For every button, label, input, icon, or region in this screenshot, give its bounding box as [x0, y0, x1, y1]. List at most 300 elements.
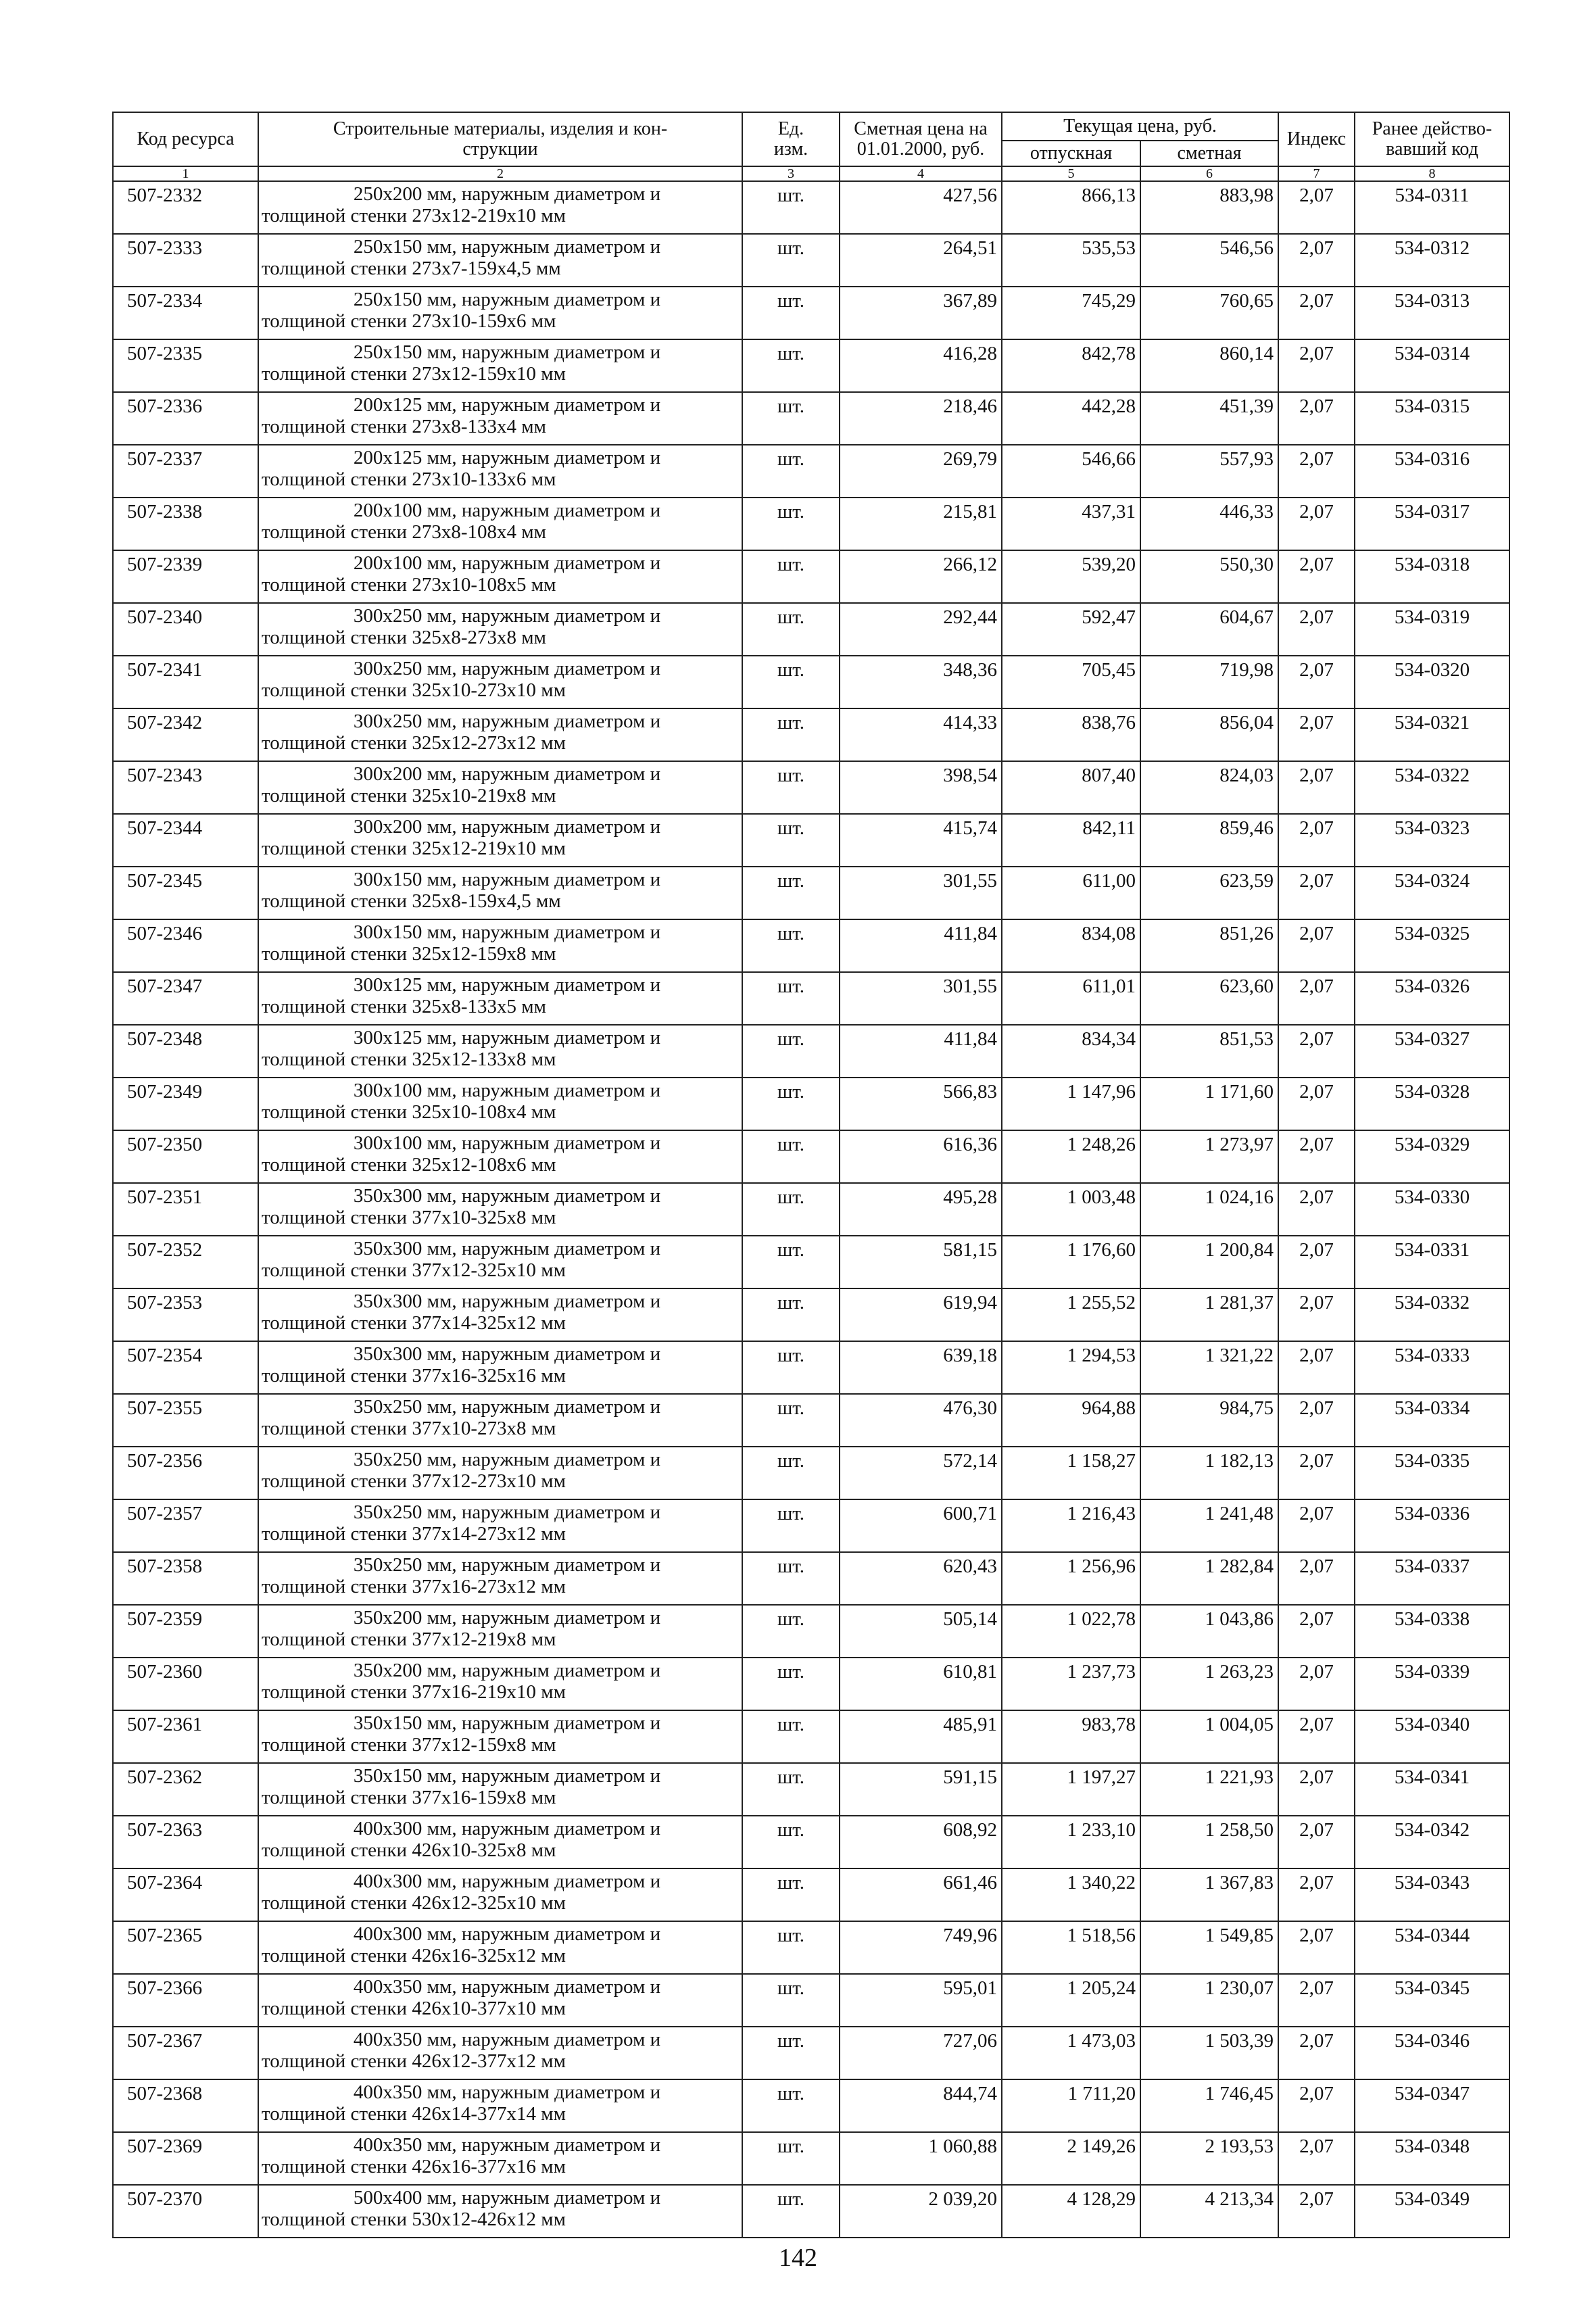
material-size: 300х125 мм, наружным диаметром и — [353, 1027, 661, 1048]
base-price: 581,15 — [840, 1236, 1002, 1288]
base-price: 414,33 — [840, 708, 1002, 761]
release-price: 611,01 — [1002, 972, 1140, 1025]
resource-code: 507-2332 — [113, 181, 258, 234]
resource-code: 507-2359 — [113, 1605, 258, 1658]
estimate-price: 1 221,93 — [1140, 1763, 1278, 1816]
material-size: 300х200 мм, наружным диаметром и — [353, 816, 661, 838]
resource-code: 507-2368 — [113, 2079, 258, 2132]
wall-thickness-label: толщиной стенки — [262, 258, 412, 279]
previous-code: 534-0320 — [1355, 656, 1509, 708]
material-size: 400х350 мм, наружным диаметром и — [353, 2081, 661, 2103]
resource-code: 507-2345 — [113, 867, 258, 919]
release-price: 1 158,27 — [1002, 1447, 1140, 1499]
column-number: 8 — [1355, 166, 1509, 181]
base-price: 301,55 — [840, 972, 1002, 1025]
material-spec: 377х12-159х8 мм — [412, 1734, 556, 1756]
table-row — [113, 1183, 1509, 1236]
previous-code: 534-0322 — [1355, 761, 1509, 814]
material-spec: 273х12-159х10 мм — [412, 363, 566, 385]
previous-code: 534-0323 — [1355, 814, 1509, 867]
release-price: 1 216,43 — [1002, 1499, 1140, 1552]
resource-code: 507-2361 — [113, 1710, 258, 1763]
price-index: 2,07 — [1278, 2079, 1355, 2132]
release-price: 705,45 — [1002, 656, 1140, 708]
price-index: 2,07 — [1278, 1974, 1355, 2027]
wall-thickness-label: толщиной стенки — [262, 1470, 412, 1492]
material-description — [258, 1816, 742, 1868]
material-description — [258, 1921, 742, 1974]
unit: шт. — [742, 1763, 840, 1816]
wall-thickness-label: толщиной стенки — [262, 1154, 412, 1176]
previous-code: 534-0318 — [1355, 550, 1509, 603]
material-description — [258, 2079, 742, 2132]
material-spec-line — [262, 1048, 739, 1070]
material-spec-line — [262, 205, 739, 226]
release-price: 866,13 — [1002, 181, 1140, 234]
material-spec-line — [262, 996, 739, 1017]
previous-code: 534-0314 — [1355, 339, 1509, 392]
material-description — [258, 656, 742, 708]
release-price: 983,78 — [1002, 1710, 1140, 1763]
material-spec-line — [262, 1470, 739, 1492]
table-row — [113, 656, 1509, 708]
estimate-price: 984,75 — [1140, 1394, 1278, 1447]
material-size: 350х300 мм, наружным диаметром и — [353, 1343, 661, 1365]
material-size: 300х250 мм, наружным диаметром и — [353, 710, 661, 732]
unit: шт. — [742, 1710, 840, 1763]
price-index: 2,07 — [1278, 656, 1355, 708]
unit: шт. — [742, 550, 840, 603]
estimate-price: 1 503,39 — [1140, 2027, 1278, 2079]
material-spec-line — [262, 679, 739, 701]
resource-code: 507-2346 — [113, 919, 258, 972]
material-spec-line — [262, 416, 739, 437]
material-description — [258, 1288, 742, 1341]
material-spec-line — [262, 627, 739, 648]
material-spec-line — [262, 1629, 739, 1650]
wall-thickness-label: толщиной стенки — [262, 1048, 412, 1070]
estimate-price: 719,98 — [1140, 656, 1278, 708]
material-spec: 273х10-133х6 мм — [412, 468, 556, 490]
release-price: 1 518,56 — [1002, 1921, 1140, 1974]
material-spec-line — [262, 785, 739, 806]
previous-code: 534-0326 — [1355, 972, 1509, 1025]
previous-code: 534-0315 — [1355, 392, 1509, 445]
wall-thickness-label: толщиной стенки — [262, 2209, 412, 2230]
material-description — [258, 1341, 742, 1394]
column-number: 5 — [1002, 166, 1140, 181]
material-description — [258, 2027, 742, 2079]
material-spec: 530х12-426х12 мм — [412, 2209, 566, 2230]
release-price: 1 340,22 — [1002, 1868, 1140, 1921]
column-number: 4 — [840, 166, 1002, 181]
wall-thickness-label: толщиной стенки — [262, 521, 412, 543]
base-price: 610,81 — [840, 1658, 1002, 1710]
table-row — [113, 972, 1509, 1025]
release-price: 4 128,29 — [1002, 2185, 1140, 2238]
material-spec-line — [262, 310, 739, 332]
wall-thickness-label: толщиной стенки — [262, 1681, 412, 1703]
previous-code: 534-0332 — [1355, 1288, 1509, 1341]
unit: шт. — [742, 761, 840, 814]
resource-code: 507-2347 — [113, 972, 258, 1025]
material-spec-line — [262, 1365, 739, 1386]
resource-code: 507-2358 — [113, 1552, 258, 1605]
unit: шт. — [742, 1921, 840, 1974]
unit: шт. — [742, 919, 840, 972]
base-price: 1 060,88 — [840, 2132, 1002, 2185]
material-spec-line — [262, 2103, 739, 2125]
material-size: 350х250 мм, наружным диаметром и — [353, 1449, 661, 1470]
material-spec: 325х12-133х8 мм — [412, 1048, 556, 1070]
base-price: 608,92 — [840, 1816, 1002, 1868]
material-spec-line — [262, 732, 739, 754]
estimate-price: 851,53 — [1140, 1025, 1278, 1078]
material-size: 350х250 мм, наружным диаметром и — [353, 1396, 661, 1418]
base-price: 566,83 — [840, 1078, 1002, 1130]
unit: шт. — [742, 603, 840, 656]
unit: шт. — [742, 1447, 840, 1499]
estimate-price: 1 258,50 — [1140, 1816, 1278, 1868]
unit: шт. — [742, 1183, 840, 1236]
material-size: 200х100 мм, наружным диаметром и — [353, 552, 661, 574]
unit: шт. — [742, 234, 840, 287]
material-spec: 377х12-219х8 мм — [412, 1629, 556, 1650]
table-row — [113, 1499, 1509, 1552]
material-size: 400х300 мм, наружным диаметром и — [353, 1818, 661, 1839]
estimate-price: 851,26 — [1140, 919, 1278, 972]
material-spec-line — [262, 363, 739, 385]
material-spec-line — [262, 1101, 739, 1123]
page-number: 142 — [779, 2244, 817, 2272]
previous-code: 534-0316 — [1355, 445, 1509, 498]
table-row — [113, 1025, 1509, 1078]
estimate-price: 1 282,84 — [1140, 1552, 1278, 1605]
base-price: 600,71 — [840, 1499, 1002, 1552]
base-price: 292,44 — [840, 603, 1002, 656]
material-description — [258, 919, 742, 972]
base-price: 595,01 — [840, 1974, 1002, 2027]
price-index: 2,07 — [1278, 603, 1355, 656]
wall-thickness-label: толщиной стенки — [262, 1998, 412, 2019]
material-spec: 426х14-377х14 мм — [412, 2103, 566, 2125]
release-price: 592,47 — [1002, 603, 1140, 656]
estimate-price: 1 367,83 — [1140, 1868, 1278, 1921]
material-description — [258, 1183, 742, 1236]
price-index: 2,07 — [1278, 181, 1355, 234]
unit: шт. — [742, 181, 840, 234]
material-description — [258, 867, 742, 919]
price-index: 2,07 — [1278, 2027, 1355, 2079]
wall-thickness-label: толщиной стенки — [262, 890, 412, 912]
header-resource-code: Код ресурса — [113, 112, 258, 166]
unit: шт. — [742, 1078, 840, 1130]
resource-code: 507-2356 — [113, 1447, 258, 1499]
unit: шт. — [742, 1499, 840, 1552]
estimate-price: 1 746,45 — [1140, 2079, 1278, 2132]
release-price: 611,00 — [1002, 867, 1140, 919]
material-size: 200х100 мм, наружным диаметром и — [353, 500, 661, 521]
header-materials-line1: Строительные материалы, изделия и кон- — [333, 118, 668, 139]
material-description — [258, 1710, 742, 1763]
wall-thickness-label: толщиной стенки — [262, 416, 412, 437]
material-spec-line — [262, 1207, 739, 1228]
base-price: 591,15 — [840, 1763, 1002, 1816]
material-size: 300х200 мм, наружным диаметром и — [353, 763, 661, 785]
unit: шт. — [742, 1816, 840, 1868]
base-price: 411,84 — [840, 1025, 1002, 1078]
previous-code: 534-0345 — [1355, 1974, 1509, 2027]
material-size: 200х125 мм, наружным диаметром и — [353, 394, 661, 416]
resource-code: 507-2341 — [113, 656, 258, 708]
material-spec: 426х16-325х12 мм — [412, 1945, 566, 1967]
material-spec-line — [262, 1312, 739, 1334]
release-price: 437,31 — [1002, 498, 1140, 550]
estimate-price: 1 043,86 — [1140, 1605, 1278, 1658]
unit: шт. — [742, 1552, 840, 1605]
release-price: 539,20 — [1002, 550, 1140, 603]
unit: шт. — [742, 2185, 840, 2238]
estimate-price: 824,03 — [1140, 761, 1278, 814]
header-previous-code — [1355, 112, 1509, 166]
previous-code: 534-0342 — [1355, 1816, 1509, 1868]
wall-thickness-label: толщиной стенки — [262, 1101, 412, 1123]
table-row — [113, 1710, 1509, 1763]
resource-code: 507-2354 — [113, 1341, 258, 1394]
material-spec: 325х12-219х10 мм — [412, 838, 566, 859]
price-index: 2,07 — [1278, 498, 1355, 550]
release-price: 1 473,03 — [1002, 2027, 1140, 2079]
material-size: 400х350 мм, наружным диаметром и — [353, 2029, 661, 2050]
material-spec: 325х10-273х10 мм — [412, 679, 566, 701]
material-spec: 377х12-273х10 мм — [412, 1470, 566, 1492]
header-estimate-price: сметная — [1140, 141, 1278, 166]
release-price: 1 197,27 — [1002, 1763, 1140, 1816]
material-description — [258, 2185, 742, 2238]
base-price: 218,46 — [840, 392, 1002, 445]
price-index: 2,07 — [1278, 445, 1355, 498]
header-current-price: Текущая цена, руб. — [1002, 112, 1278, 141]
table-row — [113, 234, 1509, 287]
previous-code: 534-0312 — [1355, 234, 1509, 287]
material-description — [258, 1236, 742, 1288]
resource-code: 507-2336 — [113, 392, 258, 445]
material-spec: 377х14-273х12 мм — [412, 1523, 566, 1545]
estimate-price: 550,30 — [1140, 550, 1278, 603]
unit: шт. — [742, 2079, 840, 2132]
previous-code: 534-0327 — [1355, 1025, 1509, 1078]
previous-code: 534-0349 — [1355, 2185, 1509, 2238]
table-row — [113, 1341, 1509, 1394]
wall-thickness-label: толщиной стенки — [262, 1312, 412, 1334]
material-description — [258, 2132, 742, 2185]
material-spec-line — [262, 943, 739, 965]
release-price: 442,28 — [1002, 392, 1140, 445]
table-row — [113, 1078, 1509, 1130]
release-price: 964,88 — [1002, 1394, 1140, 1447]
material-spec: 377х16-219х10 мм — [412, 1681, 566, 1703]
price-index: 2,07 — [1278, 972, 1355, 1025]
material-spec: 377х16-325х16 мм — [412, 1365, 566, 1386]
estimate-price: 856,04 — [1140, 708, 1278, 761]
table-row — [113, 867, 1509, 919]
price-index: 2,07 — [1278, 339, 1355, 392]
header-unit — [742, 112, 840, 166]
material-size: 350х250 мм, наружным диаметром и — [353, 1554, 661, 1576]
material-spec-line — [262, 468, 739, 490]
header-materials-line2: струкции — [462, 139, 538, 160]
previous-code: 534-0321 — [1355, 708, 1509, 761]
resource-code: 507-2348 — [113, 1025, 258, 1078]
material-description — [258, 498, 742, 550]
wall-thickness-label: толщиной стенки — [262, 1259, 412, 1281]
material-spec-line — [262, 1998, 739, 2019]
release-price: 842,78 — [1002, 339, 1140, 392]
table-row — [113, 1658, 1509, 1710]
material-size: 350х300 мм, наружным диаметром и — [353, 1185, 661, 1207]
wall-thickness-label: толщиной стенки — [262, 732, 412, 754]
table-row — [113, 550, 1509, 603]
unit: шт. — [742, 498, 840, 550]
previous-code: 534-0333 — [1355, 1341, 1509, 1394]
previous-code: 534-0347 — [1355, 2079, 1509, 2132]
base-price: 619,94 — [840, 1288, 1002, 1341]
wall-thickness-label: толщиной стенки — [262, 2050, 412, 2072]
estimate-price: 623,60 — [1140, 972, 1278, 1025]
price-index: 2,07 — [1278, 867, 1355, 919]
material-spec: 273х8-108х4 мм — [412, 521, 546, 543]
resource-code: 507-2366 — [113, 1974, 258, 2027]
base-price: 749,96 — [840, 1921, 1002, 1974]
wall-thickness-label: толщиной стенки — [262, 1787, 412, 1808]
base-price: 727,06 — [840, 2027, 1002, 2079]
material-size: 300х150 мм, наружным диаметром и — [353, 921, 661, 943]
release-price: 745,29 — [1002, 287, 1140, 339]
base-price: 348,36 — [840, 656, 1002, 708]
material-size: 300х125 мм, наружным диаметром и — [353, 974, 661, 996]
unit: шт. — [742, 1288, 840, 1341]
material-spec: 273х10-159х6 мм — [412, 310, 556, 332]
release-price: 1 022,78 — [1002, 1605, 1140, 1658]
resource-code: 507-2334 — [113, 287, 258, 339]
resource-code: 507-2364 — [113, 1868, 258, 1921]
header-unit-line1: Ед. — [777, 118, 804, 139]
release-price: 1 255,52 — [1002, 1288, 1140, 1341]
table-row — [113, 2027, 1509, 2079]
wall-thickness-label: толщиной стенки — [262, 205, 412, 226]
material-spec-line — [262, 2156, 739, 2177]
table-row — [113, 2132, 1509, 2185]
material-spec: 377х10-273х8 мм — [412, 1418, 556, 1439]
table-row — [113, 1763, 1509, 1816]
estimate-price: 2 193,53 — [1140, 2132, 1278, 2185]
material-size: 350х150 мм, наружным диаметром и — [353, 1765, 661, 1787]
unit: шт. — [742, 1868, 840, 1921]
table-row — [113, 1288, 1509, 1341]
release-price: 807,40 — [1002, 761, 1140, 814]
price-index: 2,07 — [1278, 814, 1355, 867]
material-spec-line — [262, 838, 739, 859]
base-price: 264,51 — [840, 234, 1002, 287]
material-spec-line — [262, 2050, 739, 2072]
header-previous-code-line1: Ранее действо- — [1372, 118, 1493, 139]
material-description — [258, 181, 742, 234]
estimate-price: 1 549,85 — [1140, 1921, 1278, 1974]
base-price: 572,14 — [840, 1447, 1002, 1499]
header-materials — [258, 112, 742, 166]
material-description — [258, 445, 742, 498]
material-spec-line — [262, 1154, 739, 1176]
material-description — [258, 1025, 742, 1078]
price-index: 2,07 — [1278, 1605, 1355, 1658]
material-description — [258, 1605, 742, 1658]
price-index: 2,07 — [1278, 1763, 1355, 1816]
material-description — [258, 1130, 742, 1183]
base-price: 639,18 — [840, 1341, 1002, 1394]
column-number: 7 — [1278, 166, 1355, 181]
price-index: 2,07 — [1278, 1710, 1355, 1763]
material-size: 400х300 мм, наружным диаметром и — [353, 1871, 661, 1892]
release-price: 1 147,96 — [1002, 1078, 1140, 1130]
wall-thickness-label: толщиной стенки — [262, 679, 412, 701]
price-index: 2,07 — [1278, 234, 1355, 287]
base-price: 427,56 — [840, 181, 1002, 234]
table-row — [113, 1236, 1509, 1288]
estimate-price: 623,59 — [1140, 867, 1278, 919]
previous-code: 534-0334 — [1355, 1394, 1509, 1447]
release-price: 1 237,73 — [1002, 1658, 1140, 1710]
previous-code: 534-0331 — [1355, 1236, 1509, 1288]
material-size: 250х150 мм, наружным диаметром и — [353, 289, 661, 310]
price-index: 2,07 — [1278, 2132, 1355, 2185]
table-row — [113, 339, 1509, 392]
material-spec-line — [262, 521, 739, 543]
table-row — [113, 1394, 1509, 1447]
unit: шт. — [742, 1130, 840, 1183]
material-spec-line — [262, 890, 739, 912]
table-row — [113, 919, 1509, 972]
unit: шт. — [742, 867, 840, 919]
material-spec-line — [262, 2209, 739, 2230]
unit: шт. — [742, 708, 840, 761]
base-price: 476,30 — [840, 1394, 1002, 1447]
header-unit-line2: изм. — [773, 139, 808, 160]
material-spec: 325х8-159х4,5 мм — [412, 890, 561, 912]
table-row — [113, 1921, 1509, 1974]
base-price: 398,54 — [840, 761, 1002, 814]
wall-thickness-label: толщиной стенки — [262, 310, 412, 332]
resource-code: 507-2365 — [113, 1921, 258, 1974]
resource-code: 507-2340 — [113, 603, 258, 656]
material-size: 300х250 мм, наружным диаметром и — [353, 658, 661, 679]
table-row — [113, 445, 1509, 498]
material-size: 350х150 мм, наружным диаметром и — [353, 1712, 661, 1734]
wall-thickness-label: толщиной стенки — [262, 1839, 412, 1861]
price-index: 2,07 — [1278, 1552, 1355, 1605]
material-spec: 426х10-325х8 мм — [412, 1839, 556, 1861]
base-price: 495,28 — [840, 1183, 1002, 1236]
table-row — [113, 814, 1509, 867]
unit: шт. — [742, 2132, 840, 2185]
estimate-price: 859,46 — [1140, 814, 1278, 867]
material-spec-line — [262, 1418, 739, 1439]
material-size: 400х350 мм, наружным диаметром и — [353, 2134, 661, 2156]
material-spec: 325х10-219х8 мм — [412, 785, 556, 806]
resource-code: 507-2335 — [113, 339, 258, 392]
table-row — [113, 1974, 1509, 2027]
price-table-body — [113, 181, 1509, 2238]
wall-thickness-label: толщиной стенки — [262, 943, 412, 965]
